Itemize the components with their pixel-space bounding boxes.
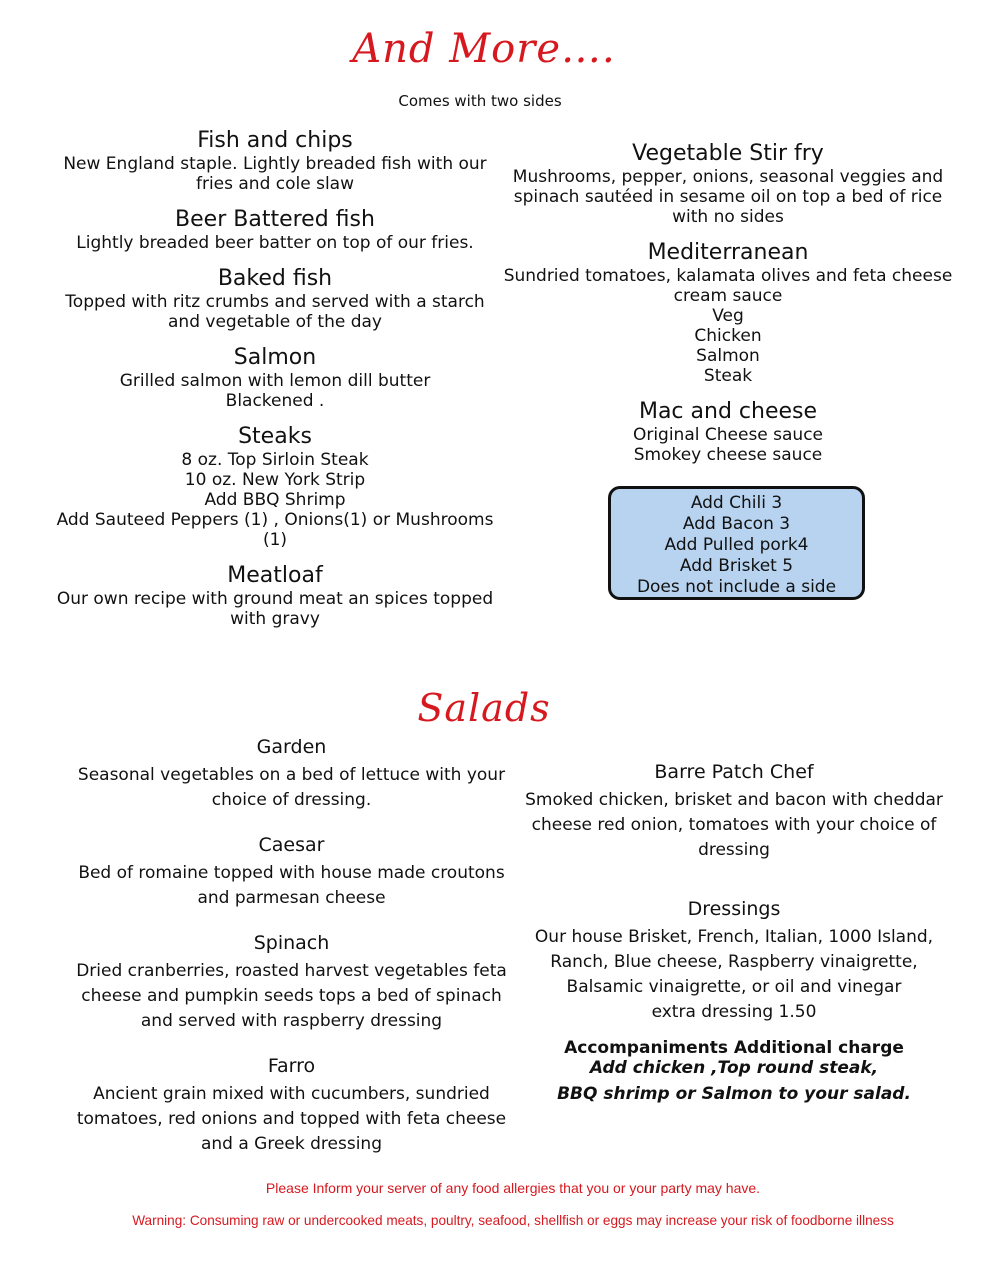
menu-item-description: Sundried tomatoes, kalamata olives and feta cheese	[503, 266, 953, 286]
salads-title: Salads	[417, 686, 551, 730]
sides-note: Comes with two sides	[398, 92, 562, 110]
addon-item: Add Chili 3	[690, 493, 783, 513]
menu-item	[40, 563, 510, 629]
menu-item-description: and vegetable of the day	[168, 312, 382, 332]
menu-item	[40, 128, 510, 194]
menu-item-description: Smoked chicken, brisket and bacon with cheddar	[525, 790, 943, 810]
menu-item	[40, 345, 510, 411]
menu-item-description: and a Greek dressing	[200, 1134, 383, 1154]
menu-item-description: choice of dressing.	[211, 790, 372, 810]
menu-item-name: Spinach	[253, 932, 330, 954]
menu-item-description: dressing	[698, 840, 770, 860]
menu-item-description: cream sauce	[673, 286, 783, 306]
menu-item-description: Bed of romaine topped with house made croutons	[78, 863, 505, 883]
main-right-column	[500, 141, 956, 478]
menu-item-description: 10 oz. New York Strip	[184, 470, 366, 490]
menu-item-description: spinach sautéed in sesame oil on top a bed of rice	[513, 187, 943, 207]
menu-item	[40, 207, 510, 253]
menu-item-name: Steaks	[238, 424, 312, 449]
menu-item-name: Barre Patch Chef	[654, 761, 814, 783]
menu-item-description: cheese red onion, tomatoes with your choice of	[531, 815, 937, 835]
menu-item	[500, 141, 956, 227]
menu-item	[70, 833, 513, 911]
menu-item-description: tomatoes, red onions and topped with feta cheese	[76, 1109, 507, 1129]
addon-item: Add Bacon 3	[682, 514, 791, 534]
menu-item-name: Baked fish	[217, 266, 333, 291]
menu-item-description: Our house Brisket, French, Italian, 1000 Island,	[534, 927, 934, 947]
menu-item-name: Vegetable Stir fry	[632, 141, 824, 166]
addon-item: Does not include a side	[636, 577, 837, 597]
addons-box	[608, 486, 865, 600]
menu-item	[500, 399, 956, 465]
menu-item-name: Salmon	[233, 345, 317, 370]
menu-item-description: Our own recipe with ground meat an spices topped	[56, 589, 494, 609]
addon-item: Add Brisket 5	[679, 556, 794, 576]
menu-item-description: Grilled salmon with lemon dill butter	[119, 371, 431, 391]
menu-item-name: Meatloaf	[227, 563, 323, 588]
menu-item	[70, 931, 513, 1034]
menu-item-name: Mediterranean	[647, 240, 809, 265]
accompaniments	[520, 1038, 948, 1104]
menu-item-description: and parmesan cheese	[197, 888, 386, 908]
menu-item-name: Caesar	[258, 834, 325, 856]
menu-item	[40, 266, 510, 332]
menu-item-description: fries and cole slaw	[195, 174, 355, 194]
menu-item-description: Original Cheese sauce	[632, 425, 824, 445]
menu-item-description: Lightly breaded beer batter on top of our fries.	[76, 233, 474, 253]
menu-item-description: Balsamic vinaigrette, or oil and vinegar	[566, 977, 902, 997]
menu-item-description: extra dressing 1.50	[651, 1002, 817, 1022]
menu-item-description: 8 oz. Top Sirloin Steak	[181, 450, 369, 470]
menu-item-name: Fish and chips	[197, 128, 353, 153]
menu-item-description: New England staple. Lightly breaded fish with our	[63, 154, 487, 174]
menu-item	[520, 897, 948, 1025]
main-left-column	[40, 128, 510, 642]
menu-item	[70, 735, 513, 813]
menu-item-description: Veg	[712, 306, 744, 326]
menu-item-description: Smokey cheese sauce	[633, 445, 823, 465]
accompaniments-heading: Accompaniments Additional charge	[564, 1038, 904, 1058]
menu-item-description: Topped with ritz crumbs and served with a starch	[65, 292, 485, 312]
menu-item-description: Salmon	[696, 346, 760, 366]
allergy-notice: Please Inform your server of any food allergies that you or your party may have.	[265, 1180, 761, 1196]
menu-item-description: Ranch, Blue cheese, Raspberry vinaigrette,	[550, 952, 918, 972]
menu-item-description: Mushrooms, pepper, onions, seasonal veggies and	[512, 167, 944, 187]
menu-item-description: Add Sauteed Peppers (1) , Onions(1) or Mushrooms	[56, 510, 494, 530]
menu-item-description: with gravy	[230, 609, 320, 629]
menu-item	[500, 240, 956, 386]
menu-item-description: and served with raspberry dressing	[140, 1011, 443, 1031]
menu-item-name: Garden	[256, 736, 327, 758]
menu-item-description: with no sides	[672, 207, 784, 227]
menu-item-description: (1)	[262, 530, 288, 550]
menu-item-name: Dressings	[687, 898, 781, 920]
addon-item: Add Pulled pork4	[664, 535, 809, 555]
menu-item-name: Farro	[267, 1055, 316, 1077]
menu-item-description: Ancient grain mixed with cucumbers, sundried	[93, 1084, 490, 1104]
accompaniments-line-1: Add chicken ,Top round steak,	[589, 1058, 879, 1078]
menu-item-description: Steak	[703, 366, 753, 386]
salads-left-column	[70, 735, 513, 1177]
menu-item-description: Chicken	[694, 326, 762, 346]
menu-item	[520, 760, 948, 863]
menu-item	[40, 424, 510, 550]
menu-item-name: Mac and cheese	[638, 399, 818, 424]
accompaniments-line-2: BBQ shrimp or Salmon to your salad.	[557, 1084, 911, 1104]
and-more-title: And More….	[352, 26, 616, 72]
menu-item-description: Seasonal vegetables on a bed of lettuce with your	[77, 765, 506, 785]
menu-item-description: Add BBQ Shrimp	[204, 490, 346, 510]
salads-right-column	[520, 760, 948, 1045]
menu-item-description: Dried cranberries, roasted harvest vegetables feta	[76, 961, 507, 981]
menu-item-description: cheese and pumpkin seeds tops a bed of spinach	[81, 986, 502, 1006]
foodborne-warning: Warning: Consuming raw or undercooked meats, poultry, seafood, shellfish or eggs may increase your risk of foodborne illness	[132, 1213, 894, 1228]
menu-item-description: Blackened .	[225, 391, 325, 411]
menu-item-name: Beer Battered fish	[175, 207, 375, 232]
menu-item	[70, 1054, 513, 1157]
